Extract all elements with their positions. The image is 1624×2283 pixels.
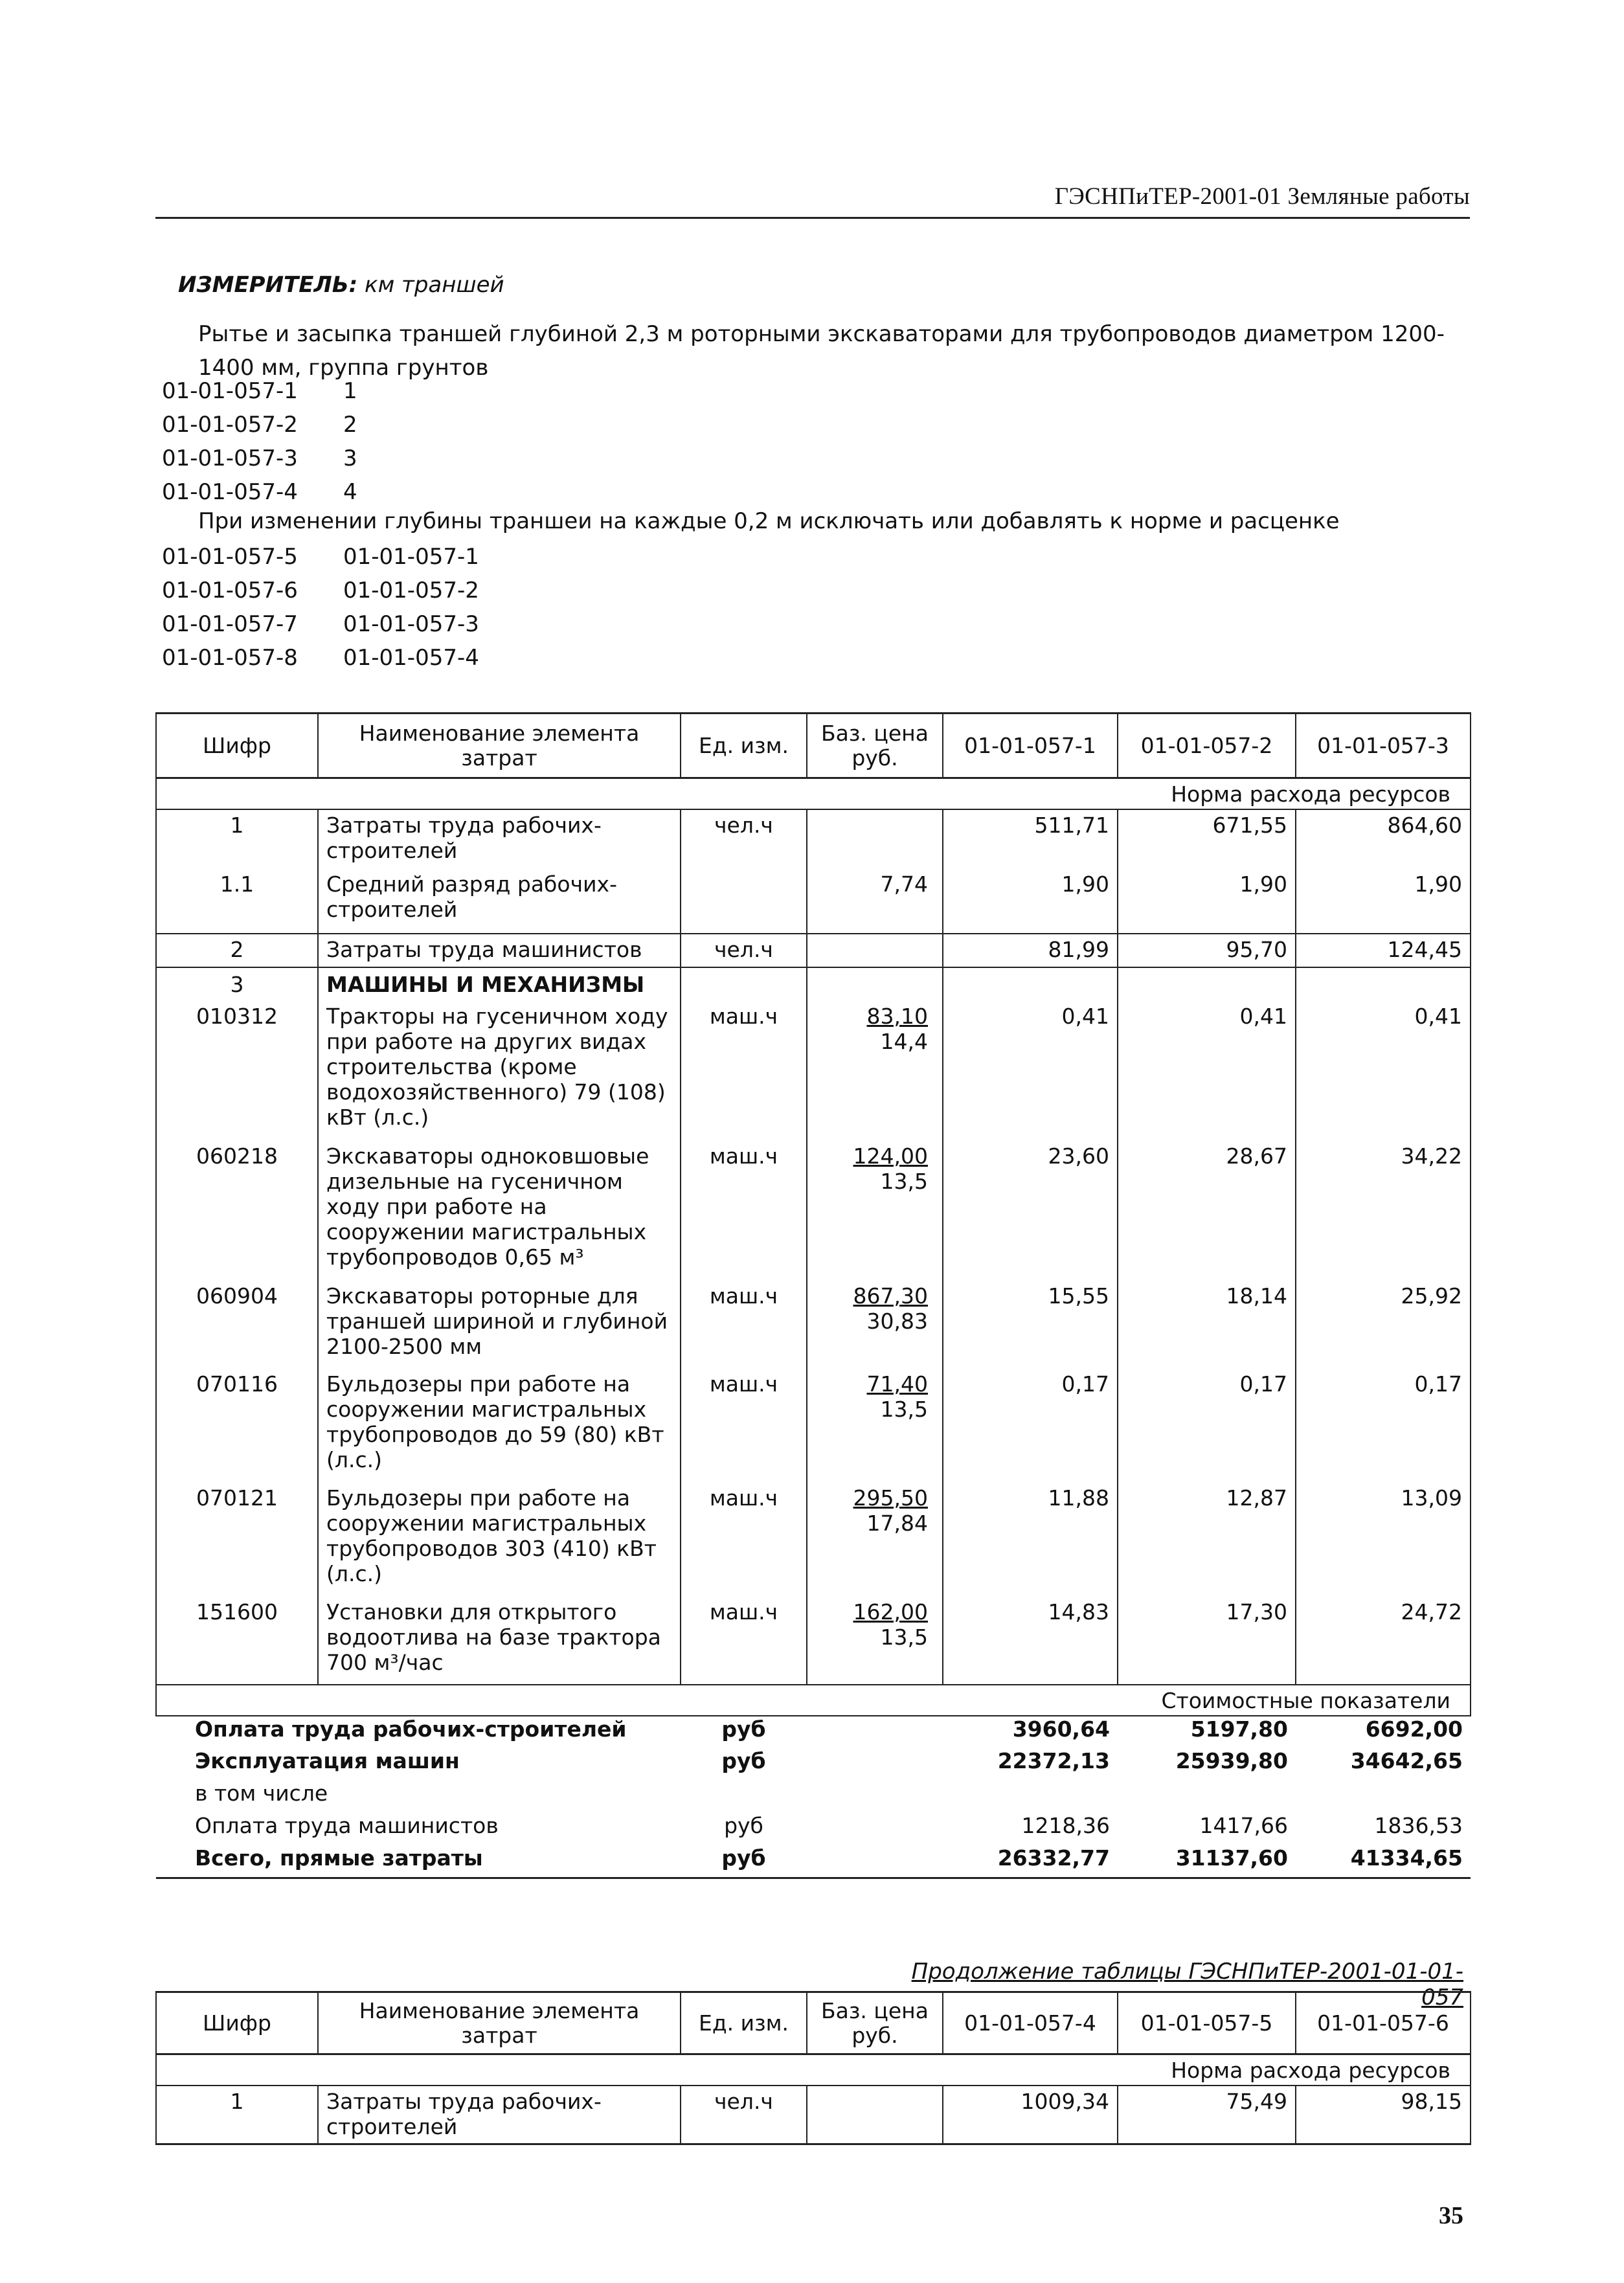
cell-value: 71,40	[866, 1371, 928, 1397]
cell-value: 01-01-057-1	[343, 544, 479, 570]
table-cell: 25,92	[1296, 1283, 1471, 1371]
cost-row	[156, 1845, 1471, 1878]
table-cell: руб	[721, 1748, 766, 1773]
table-cell	[807, 934, 943, 967]
table-cell: Бульдозеры при работе на сооружении магистральных трубопроводов до 59 (80) кВт (л.с.)	[318, 1371, 681, 1485]
depth-adjust-row	[162, 607, 479, 641]
cell-value: 2	[343, 412, 357, 438]
cell-value: 01-01-057-4	[162, 479, 298, 505]
table-cell: 95,70	[1118, 934, 1296, 967]
depth-note: При изменении глубины траншеи на каждые 0,2 м исключать или добавлять к норме и расценке	[198, 508, 1340, 534]
table-cell: 6692,00	[1365, 1716, 1463, 1742]
table-cell: Экскаваторы одноковшовые дизельные на гусеничном ходу при работе на сооружении магистральных трубопроводов 0,65 м³	[318, 1143, 681, 1283]
soil-group-row	[162, 408, 357, 442]
cell-value: 162,00	[853, 1599, 928, 1625]
cell-value: 01-01-057-7	[162, 611, 298, 637]
table-cell: 124,45	[1296, 934, 1471, 967]
resource-table-continued	[155, 1991, 1471, 2145]
table-cell: 0,17	[943, 1371, 1118, 1485]
table-row	[156, 1371, 1471, 1485]
table-cell: 0,41	[1118, 1004, 1296, 1143]
table-cell: чел.ч	[681, 934, 807, 967]
table-row	[156, 1485, 1471, 1599]
col-header-code: Шифр	[156, 1992, 318, 2054]
table-row	[156, 809, 1471, 872]
table-cell: чел.ч	[681, 809, 807, 872]
table-cell: 0,41	[1296, 1004, 1471, 1143]
table-cell: 1	[156, 809, 318, 872]
section-cost: Стоимостные показатели	[156, 1685, 1471, 1716]
table-cell: 060904	[156, 1283, 318, 1371]
table-cell: Средний разряд рабочих-строителей	[318, 872, 681, 934]
table-cell: в том числе	[195, 1781, 328, 1806]
table-cell: 7,74	[807, 872, 943, 934]
table-cell: 5197,80	[1190, 1716, 1288, 1742]
table-cell: 11,88	[943, 1485, 1118, 1599]
table-cell: 070121	[156, 1485, 318, 1599]
table-cell: Бульдозеры при работе на сооружении магистральных трубопроводов 303 (410) кВт (л.с.)	[318, 1485, 681, 1599]
page-number: 35	[1439, 2202, 1463, 2229]
table-cell: руб	[721, 1716, 766, 1742]
col-header-norm: 01-01-057-3	[1296, 714, 1471, 778]
table-cell: маш.ч	[681, 1143, 807, 1283]
col-header-norm: 01-01-057-2	[1118, 714, 1296, 778]
table-cell: 34642,65	[1350, 1748, 1463, 1773]
table-row	[156, 1599, 1471, 1685]
table-cell: 2	[156, 934, 318, 967]
col-header-code: Шифр	[156, 714, 318, 778]
table-cell: Оплата труда машинистов	[195, 1813, 499, 1838]
table-cell: Затраты труда машинистов	[318, 934, 681, 967]
meter-label: ИЗМЕРИТЕЛЬ:	[178, 272, 358, 298]
continuation-note: Продолжение таблицы ГЭСНПиТЕР-2001-01-01-057	[911, 1959, 1463, 2010]
col-header-unit: Ед. изм.	[681, 714, 807, 778]
table-cell: МАШИНЫ И МЕХАНИЗМЫ	[318, 967, 681, 1004]
col-header-norm: 01-01-057-5	[1118, 1992, 1296, 2054]
table-cell: 1,90	[943, 872, 1118, 934]
col-header-price: Баз. цена руб.	[807, 1992, 943, 2054]
table-cell: 22372,13	[997, 1748, 1110, 1773]
table-cell: 0,41	[943, 1004, 1118, 1143]
table-cell: 1,90	[1118, 872, 1296, 934]
col-header-unit: Ед. изм.	[681, 1992, 807, 2054]
work-description: Рытье и засыпка траншей глубиной 2,3 м роторными экскаваторами для трубопроводов диаметром 1200-1400 мм, группа грунтов	[198, 321, 1445, 381]
table-cell: 671,55	[1118, 809, 1296, 872]
col-header-norm: 01-01-057-4	[943, 1992, 1118, 2054]
table-cell: 151600	[156, 1599, 318, 1685]
table-cell: 25939,80	[1175, 1748, 1288, 1773]
cost-row	[156, 1748, 1471, 1781]
cell-value: 30,83	[866, 1309, 928, 1334]
table-cell: 070116	[156, 1371, 318, 1485]
table-cell: 31137,60	[1175, 1845, 1288, 1871]
table-cell: 81,99	[943, 934, 1118, 967]
table-cell: 75,49	[1118, 2086, 1296, 2144]
table-cell: маш.ч	[681, 1283, 807, 1371]
table-cell: Оплата труда рабочих-строителей	[195, 1716, 627, 1742]
table-cell: 12,87	[1118, 1485, 1296, 1599]
table-cell: 3	[156, 967, 318, 1004]
running-header: ГЭСНПиТЕР-2001-01 Земляные работы	[1054, 183, 1470, 210]
table-row	[156, 872, 1471, 934]
col-header-price: Баз. цена руб.	[807, 714, 943, 778]
table-cell: Эксплуатация машин	[195, 1748, 460, 1773]
table-cell: 3960,64	[1012, 1716, 1110, 1742]
cost-row	[156, 1781, 1471, 1813]
soil-group-list	[162, 374, 357, 509]
soil-group-row	[162, 475, 357, 509]
table-cell: Экскаваторы роторные для траншей шириной и глубиной 2100-2500 мм	[318, 1283, 681, 1371]
meter-value: км траншей	[365, 272, 504, 298]
table-cell: 15,55	[943, 1283, 1118, 1371]
meter-line	[178, 272, 504, 298]
table-cell: 1.1	[156, 872, 318, 934]
table-cell: маш.ч	[681, 1485, 807, 1599]
header-rule	[155, 217, 1470, 219]
table-row	[156, 967, 1471, 1004]
cell-value: 1	[343, 378, 357, 404]
table-cell: Затраты труда рабочих-строителей	[318, 809, 681, 872]
table-row	[156, 1004, 1471, 1143]
table-cell: 41334,65	[1350, 1845, 1463, 1871]
cell-value: 01-01-057-2	[343, 578, 479, 603]
table-row	[156, 934, 1471, 967]
depth-adjust-row	[162, 574, 479, 607]
depth-adjust-list	[162, 540, 479, 675]
table-cell: 1417,66	[1199, 1813, 1288, 1838]
col-header-name: Наименование элемента затрат	[318, 714, 681, 778]
resource-table	[155, 712, 1471, 1879]
col-header-norm: 01-01-057-1	[943, 714, 1118, 778]
cell-value: 867,30	[853, 1283, 928, 1309]
cell-value: 17,84	[866, 1511, 928, 1536]
table-cell	[681, 872, 807, 934]
soil-group-row	[162, 442, 357, 475]
table-cell: 17,30	[1118, 1599, 1296, 1685]
table-cell: 060218	[156, 1143, 318, 1283]
table-cell: 18,14	[1118, 1283, 1296, 1371]
section-norm: Норма расхода ресурсов	[156, 2054, 1471, 2086]
table-cell: 511,71	[943, 809, 1118, 872]
col-header-name: Наименование элемента затрат	[318, 1992, 681, 2054]
table-cell: 864,60	[1296, 809, 1471, 872]
depth-adjust-row	[162, 641, 479, 675]
cell-value: 01-01-057-6	[162, 578, 298, 603]
table-cell	[1118, 1781, 1296, 1813]
col-header-norm: 01-01-057-6	[1296, 1992, 1471, 2054]
table-cell: Всего, прямые затраты	[195, 1845, 483, 1871]
cell-value: 295,50	[853, 1485, 928, 1511]
table-cell: руб	[721, 1845, 766, 1871]
cell-value: 01-01-057-3	[162, 445, 298, 471]
cell-value: 83,10	[866, 1004, 928, 1029]
table-cell: Затраты труда рабочих-строителей	[318, 2086, 681, 2144]
table-row	[156, 1143, 1471, 1283]
cell-value: 4	[343, 479, 357, 505]
cell-value: 01-01-057-1	[162, 378, 298, 404]
table-cell	[807, 809, 943, 872]
cost-row	[156, 1813, 1471, 1845]
table-cell	[681, 1781, 807, 1813]
cell-value: 01-01-057-3	[343, 611, 479, 637]
cell-value: 13,5	[880, 1397, 928, 1422]
table-cell: 28,67	[1118, 1143, 1296, 1283]
table-row	[156, 1283, 1471, 1371]
cell-value: 01-01-057-2	[162, 412, 298, 438]
table-cell: 010312	[156, 1004, 318, 1143]
table-cell: маш.ч	[681, 1599, 807, 1685]
table-cell: 23,60	[943, 1143, 1118, 1283]
table-cell: 1,90	[1296, 872, 1471, 934]
table-cell: 14,83	[943, 1599, 1118, 1685]
table-cell: руб	[724, 1813, 763, 1838]
table-cell: маш.ч	[681, 1004, 807, 1143]
table-cell	[1296, 1781, 1471, 1813]
table-cell: Тракторы на гусеничном ходу при работе на других видах строительства (кроме водохозяйственного) 79 (108) кВт (л.с.)	[318, 1004, 681, 1143]
table-cell: 1009,34	[943, 2086, 1118, 2144]
cell-value: 13,5	[880, 1625, 928, 1650]
cell-value: 13,5	[880, 1169, 928, 1194]
table-cell: 0,17	[1296, 1371, 1471, 1485]
table-cell: 1836,53	[1374, 1813, 1463, 1838]
table-cell: 98,15	[1296, 2086, 1471, 2144]
cell-value: 14,4	[880, 1029, 928, 1054]
cell-value: 3	[343, 445, 357, 471]
table-cell: 13,09	[1296, 1485, 1471, 1599]
table-cell: Установки для открытого водоотлива на базе трактора 700 м³/час	[318, 1599, 681, 1685]
cost-row	[156, 1716, 1471, 1748]
table-cell	[943, 1781, 1118, 1813]
table-cell: 24,72	[1296, 1599, 1471, 1685]
cell-value: 01-01-057-8	[162, 645, 298, 671]
table-cell: 34,22	[1296, 1143, 1471, 1283]
table-cell: чел.ч	[681, 2086, 807, 2144]
table-cell: 1218,36	[1021, 1813, 1110, 1838]
depth-adjust-row	[162, 540, 479, 574]
table-cell: 0,17	[1118, 1371, 1296, 1485]
table-cell: 26332,77	[997, 1845, 1110, 1871]
cell-value: 124,00	[853, 1143, 928, 1169]
cell-value: 01-01-057-5	[162, 544, 298, 570]
cell-value: 01-01-057-4	[343, 645, 479, 671]
soil-group-row	[162, 374, 357, 408]
table-cell: маш.ч	[681, 1371, 807, 1485]
table-cell	[807, 2086, 943, 2144]
section-norm: Норма расхода ресурсов	[156, 778, 1471, 810]
table-cell: 1	[156, 2086, 318, 2144]
table-row	[156, 2086, 1471, 2144]
